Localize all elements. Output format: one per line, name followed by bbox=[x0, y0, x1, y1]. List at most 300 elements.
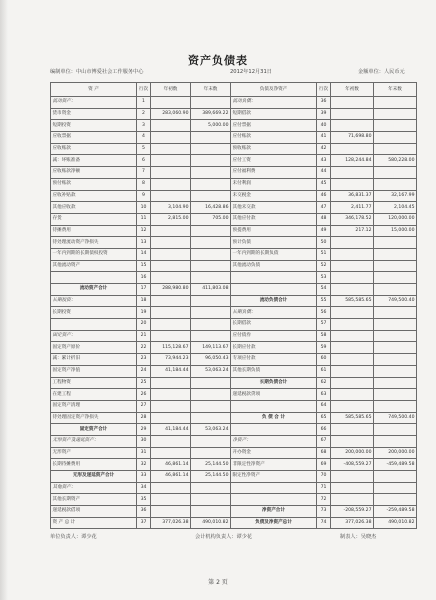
item-cell bbox=[231, 284, 317, 296]
table-row bbox=[51, 354, 417, 366]
amount-cell: 71,698.80 bbox=[331, 132, 374, 144]
item-cell: 固定资产原价 bbox=[51, 342, 137, 354]
amount-cell bbox=[191, 447, 231, 459]
item-cell: 一年内到期的长期负债 bbox=[231, 248, 317, 260]
item-cell: 流动资产合计 bbox=[51, 284, 137, 296]
line-number-cell: 17 bbox=[137, 284, 151, 296]
amount-cell bbox=[151, 319, 191, 331]
amount-cell: 200,000.00 bbox=[331, 447, 374, 459]
line-number-cell: 10 bbox=[137, 202, 151, 214]
amount-cell bbox=[151, 389, 191, 401]
document-title: 资产负债表 bbox=[188, 54, 248, 67]
table-row bbox=[51, 400, 417, 412]
table-row bbox=[51, 412, 417, 424]
line-number-cell: 1 bbox=[137, 97, 151, 109]
amount-cell: 16,428.86 bbox=[191, 202, 231, 214]
item-cell: 递延税款贷项 bbox=[231, 389, 317, 401]
item-cell: 短期借款 bbox=[231, 108, 317, 120]
item-cell bbox=[231, 482, 317, 494]
column-header: 年初数 bbox=[151, 83, 191, 97]
amount-cell bbox=[151, 260, 191, 272]
line-number-cell: 58 bbox=[317, 330, 331, 342]
amount-cell bbox=[191, 389, 231, 401]
table-row bbox=[51, 295, 417, 307]
line-number-cell: 9 bbox=[137, 190, 151, 202]
amount-cell bbox=[191, 412, 231, 424]
line-number-cell: 69 bbox=[317, 459, 331, 471]
table-row bbox=[51, 506, 417, 518]
amount-cell bbox=[374, 307, 417, 319]
column-header: 资 产 bbox=[51, 83, 137, 97]
table-row bbox=[51, 97, 417, 109]
item-cell: 无形资产 bbox=[51, 447, 137, 459]
item-cell: 专项应付款 bbox=[231, 354, 317, 366]
leader-signature bbox=[50, 533, 97, 540]
amount-cell: 53,063.24 bbox=[191, 365, 231, 377]
item-cell: 一年内到期的长期债权投资 bbox=[51, 248, 137, 260]
line-number-cell: 19 bbox=[137, 307, 151, 319]
amount-cell bbox=[331, 307, 374, 319]
item-cell: 短期投资 bbox=[51, 120, 137, 132]
amount-cell: 5,000.00 bbox=[191, 120, 231, 132]
amount-cell bbox=[191, 143, 231, 155]
amount-cell bbox=[191, 319, 231, 331]
amount-cell: 3,104.90 bbox=[151, 202, 191, 214]
amount-cell bbox=[374, 284, 417, 296]
amount-cell bbox=[191, 190, 231, 202]
item-cell: 流动负债： bbox=[231, 97, 317, 109]
line-number-cell: 46 bbox=[317, 190, 331, 202]
item-cell: 应收账款净额 bbox=[51, 167, 137, 179]
item-cell: 非限定性净资产 bbox=[231, 459, 317, 471]
line-number-cell: 48 bbox=[317, 213, 331, 225]
item-cell: 其他应收款 bbox=[51, 202, 137, 214]
table-row bbox=[51, 447, 417, 459]
line-number-cell: 27 bbox=[137, 400, 151, 412]
item-cell: 预提费用 bbox=[231, 225, 317, 237]
amount-cell bbox=[151, 120, 191, 132]
line-number-cell: 35 bbox=[137, 494, 151, 506]
accounting-head-name: 谭少花 bbox=[236, 534, 253, 540]
line-number-cell: 53 bbox=[317, 272, 331, 284]
line-number-cell: 31 bbox=[137, 447, 151, 459]
amount-cell bbox=[151, 225, 191, 237]
amount-cell bbox=[191, 400, 231, 412]
line-number-cell: 3 bbox=[137, 120, 151, 132]
item-cell bbox=[231, 272, 317, 284]
table-row bbox=[51, 319, 417, 331]
table-row bbox=[51, 471, 417, 483]
amount-cell: 377,026.38 bbox=[151, 517, 191, 529]
report-date: 2012年12月31日 bbox=[230, 69, 272, 75]
item-cell: 长期待摊费用 bbox=[51, 459, 137, 471]
item-cell: 其他资产： bbox=[51, 482, 137, 494]
amount-cell: 128,244.84 bbox=[331, 155, 374, 167]
amount-cell bbox=[374, 389, 417, 401]
amount-cell: 25,144.50 bbox=[191, 471, 231, 483]
line-number-cell: 42 bbox=[317, 143, 331, 155]
column-header: 年初数 bbox=[331, 83, 374, 97]
column-header: 负债及净资产 bbox=[231, 83, 317, 97]
amount-cell bbox=[331, 365, 374, 377]
amount-cell: 580,228.00 bbox=[374, 155, 417, 167]
amount-cell: 149,113.67 bbox=[191, 342, 231, 354]
line-number-cell: 28 bbox=[137, 412, 151, 424]
line-number-cell: 25 bbox=[137, 377, 151, 389]
line-number-cell: 73 bbox=[317, 506, 331, 518]
currency-unit: 金额单位：人民币元 bbox=[358, 69, 405, 75]
table-row bbox=[51, 435, 417, 447]
amount-cell: 217.12 bbox=[331, 225, 374, 237]
amount-cell bbox=[331, 342, 374, 354]
amount-cell: 46,861.14 bbox=[151, 471, 191, 483]
amount-cell bbox=[374, 424, 417, 436]
amount-cell: 200,000.00 bbox=[374, 447, 417, 459]
item-cell: 限定性净资产 bbox=[231, 471, 317, 483]
amount-cell bbox=[331, 494, 374, 506]
amount-cell bbox=[331, 108, 374, 120]
item-cell: 应付福利费 bbox=[231, 167, 317, 179]
amount-cell bbox=[191, 494, 231, 506]
amount-cell bbox=[191, 482, 231, 494]
column-header: 年末数 bbox=[191, 83, 231, 97]
amount-cell bbox=[151, 400, 191, 412]
item-cell: 固定资产净值 bbox=[51, 365, 137, 377]
table-row bbox=[51, 284, 417, 296]
amount-cell: 2,815.00 bbox=[151, 213, 191, 225]
amount-cell bbox=[151, 307, 191, 319]
item-cell: 无形及递延资产合计 bbox=[51, 471, 137, 483]
item-cell: 待摊费用 bbox=[51, 225, 137, 237]
line-number-cell: 23 bbox=[137, 354, 151, 366]
line-number-cell: 56 bbox=[317, 307, 331, 319]
line-number-cell: 47 bbox=[317, 202, 331, 214]
amount-cell: 490,010.82 bbox=[374, 517, 417, 529]
accounting-head-signature bbox=[195, 533, 252, 540]
line-number-cell: 41 bbox=[317, 132, 331, 144]
table-row bbox=[51, 132, 417, 144]
table-row bbox=[51, 120, 417, 132]
amount-cell: 96,050.43 bbox=[191, 354, 231, 366]
item-cell: 存货 bbox=[51, 213, 137, 225]
line-number-cell: 18 bbox=[137, 295, 151, 307]
amount-cell: 115,128.67 bbox=[151, 342, 191, 354]
amount-cell bbox=[191, 330, 231, 342]
amount-cell bbox=[331, 178, 374, 190]
page-number: 第 2 页 bbox=[208, 579, 228, 586]
line-number-cell: 54 bbox=[317, 284, 331, 296]
item-cell: 资 产 总 计 bbox=[51, 517, 137, 529]
table-row bbox=[51, 248, 417, 260]
amount-cell bbox=[151, 143, 191, 155]
amount-cell bbox=[374, 237, 417, 249]
amount-cell: 705.00 bbox=[191, 213, 231, 225]
amount-cell bbox=[374, 400, 417, 412]
amount-cell: 411,803.08 bbox=[191, 284, 231, 296]
item-cell: 其他应付款 bbox=[231, 213, 317, 225]
item-cell: 待处理固定资产净损失 bbox=[51, 412, 137, 424]
line-number-cell: 50 bbox=[317, 237, 331, 249]
column-header: 行次 bbox=[137, 83, 151, 97]
item-cell: 应收票据 bbox=[51, 132, 137, 144]
amount-cell bbox=[331, 248, 374, 260]
line-number-cell: 61 bbox=[317, 365, 331, 377]
amount-cell bbox=[331, 482, 374, 494]
line-number-cell: 52 bbox=[317, 260, 331, 272]
amount-cell bbox=[151, 482, 191, 494]
item-cell: 减：累计折旧 bbox=[51, 354, 137, 366]
amount-cell: 120,000.00 bbox=[374, 213, 417, 225]
amount-cell: 288,980.80 bbox=[151, 284, 191, 296]
amount-cell: 490,010.82 bbox=[191, 517, 231, 529]
item-cell: 货币资金 bbox=[51, 108, 137, 120]
amount-cell bbox=[331, 319, 374, 331]
item-cell: 未付利润 bbox=[231, 178, 317, 190]
amount-cell: 2,104.45 bbox=[374, 202, 417, 214]
amount-cell bbox=[151, 167, 191, 179]
item-cell: 固定资产清理 bbox=[51, 400, 137, 412]
amount-cell: -408,559.27 bbox=[331, 459, 374, 471]
item-cell: 长期负债： bbox=[231, 307, 317, 319]
amount-cell bbox=[374, 342, 417, 354]
item-cell: 应收补贴款 bbox=[51, 190, 137, 202]
page-edge-shadow bbox=[0, 0, 8, 600]
amount-cell: 25,144.50 bbox=[191, 459, 231, 471]
item-cell: 长期投资 bbox=[51, 307, 137, 319]
amount-cell bbox=[191, 132, 231, 144]
item-cell: 长期应付款 bbox=[231, 342, 317, 354]
item-cell: 长期投资： bbox=[51, 295, 137, 307]
amount-cell bbox=[331, 167, 374, 179]
line-number-cell: 4 bbox=[137, 132, 151, 144]
line-number-cell: 34 bbox=[137, 482, 151, 494]
line-number-cell: 6 bbox=[137, 155, 151, 167]
amount-cell bbox=[374, 248, 417, 260]
item-cell: 预计负债 bbox=[231, 237, 317, 249]
line-number-cell: 11 bbox=[137, 213, 151, 225]
organization-unit: 编制单位：中山市博爱社会工作服务中心 bbox=[50, 69, 144, 75]
table-row bbox=[51, 494, 417, 506]
amount-cell bbox=[331, 284, 374, 296]
amount-cell bbox=[191, 248, 231, 260]
amount-cell bbox=[331, 330, 374, 342]
preparer-signature bbox=[340, 533, 376, 540]
amount-cell bbox=[151, 190, 191, 202]
item-cell: 其他未交款 bbox=[231, 202, 317, 214]
amount-cell: 585,585.65 bbox=[331, 412, 374, 424]
amount-cell bbox=[151, 506, 191, 518]
amount-cell bbox=[374, 354, 417, 366]
amount-cell bbox=[374, 132, 417, 144]
item-cell: 净资产合计 bbox=[231, 506, 317, 518]
amount-cell bbox=[151, 248, 191, 260]
item-cell: 其他长期资产 bbox=[51, 494, 137, 506]
amount-cell bbox=[191, 237, 231, 249]
line-number-cell: 57 bbox=[317, 319, 331, 331]
table-row bbox=[51, 260, 417, 272]
amount-cell bbox=[374, 167, 417, 179]
table-row bbox=[51, 459, 417, 471]
line-number-cell: 24 bbox=[137, 365, 151, 377]
line-number-cell: 16 bbox=[137, 272, 151, 284]
line-number-cell: 33 bbox=[137, 471, 151, 483]
table-header-row bbox=[51, 83, 417, 97]
table-row bbox=[51, 272, 417, 284]
item-cell: 固定资产： bbox=[51, 330, 137, 342]
amount-cell bbox=[374, 143, 417, 155]
amount-cell bbox=[191, 155, 231, 167]
item-cell: 流动资产： bbox=[51, 97, 137, 109]
amount-cell bbox=[151, 377, 191, 389]
amount-cell bbox=[374, 108, 417, 120]
amount-cell: -259,489.58 bbox=[374, 506, 417, 518]
amount-cell bbox=[151, 178, 191, 190]
line-number-cell: 2 bbox=[137, 108, 151, 120]
amount-cell: 346,178.52 bbox=[331, 213, 374, 225]
line-number-cell: 5 bbox=[137, 143, 151, 155]
line-number-cell: 36 bbox=[137, 506, 151, 518]
amount-cell bbox=[191, 178, 231, 190]
line-number-cell: 14 bbox=[137, 248, 151, 260]
amount-cell bbox=[191, 260, 231, 272]
line-number-cell: 68 bbox=[317, 447, 331, 459]
item-cell: 负债及净资产总计 bbox=[231, 517, 317, 529]
item-cell: 预收账款 bbox=[231, 143, 317, 155]
amount-cell: 585,585.65 bbox=[331, 295, 374, 307]
table-row bbox=[51, 143, 417, 155]
item-cell: 开办资金 bbox=[231, 447, 317, 459]
amount-cell bbox=[374, 377, 417, 389]
amount-cell bbox=[331, 471, 374, 483]
amount-cell bbox=[151, 412, 191, 424]
line-number-cell: 64 bbox=[317, 400, 331, 412]
line-number-cell: 20 bbox=[137, 319, 151, 331]
table-row bbox=[51, 389, 417, 401]
leader-label: 单位负责人： bbox=[50, 534, 82, 540]
amount-cell bbox=[151, 155, 191, 167]
line-number-cell: 40 bbox=[317, 120, 331, 132]
item-cell: 其他流动负债 bbox=[231, 260, 317, 272]
amount-cell bbox=[374, 260, 417, 272]
item-cell: 递延税款借项 bbox=[51, 506, 137, 518]
amount-cell bbox=[331, 424, 374, 436]
item-cell: 在建工程 bbox=[51, 389, 137, 401]
line-number-cell: 44 bbox=[317, 167, 331, 179]
item-cell: 负 债 合 计 bbox=[231, 412, 317, 424]
table-row bbox=[51, 225, 417, 237]
line-number-cell: 21 bbox=[137, 330, 151, 342]
amount-cell bbox=[331, 354, 374, 366]
line-number-cell: 39 bbox=[317, 108, 331, 120]
line-number-cell: 70 bbox=[317, 471, 331, 483]
line-number-cell: 60 bbox=[317, 354, 331, 366]
amount-cell bbox=[374, 272, 417, 284]
amount-cell bbox=[191, 435, 231, 447]
line-number-cell: 51 bbox=[317, 248, 331, 260]
amount-cell bbox=[191, 97, 231, 109]
line-number-cell: 74 bbox=[317, 517, 331, 529]
amount-cell: 377,026.38 bbox=[331, 517, 374, 529]
line-number-cell: 72 bbox=[317, 494, 331, 506]
line-number-cell: 7 bbox=[137, 167, 151, 179]
line-number-cell: 63 bbox=[317, 389, 331, 401]
table-row bbox=[51, 190, 417, 202]
amount-cell bbox=[331, 435, 374, 447]
item-cell: 应付工资 bbox=[231, 155, 317, 167]
amount-cell bbox=[151, 494, 191, 506]
line-number-cell: 29 bbox=[137, 424, 151, 436]
item-cell bbox=[231, 400, 317, 412]
amount-cell bbox=[151, 237, 191, 249]
table-row bbox=[51, 167, 417, 179]
amount-cell bbox=[374, 97, 417, 109]
table-row bbox=[51, 155, 417, 167]
amount-cell: 283,060.90 bbox=[151, 108, 191, 120]
amount-cell bbox=[374, 482, 417, 494]
line-number-cell: 45 bbox=[317, 178, 331, 190]
line-number-cell: 30 bbox=[137, 435, 151, 447]
amount-cell bbox=[191, 167, 231, 179]
item-cell bbox=[51, 319, 137, 331]
item-cell bbox=[231, 424, 317, 436]
amount-cell bbox=[191, 377, 231, 389]
amount-cell bbox=[374, 365, 417, 377]
table-row bbox=[51, 377, 417, 389]
amount-cell bbox=[374, 178, 417, 190]
amount-cell: 53,063.24 bbox=[191, 424, 231, 436]
table-body bbox=[51, 97, 417, 529]
item-cell: 固定资产合计 bbox=[51, 424, 137, 436]
item-cell: 长期借款 bbox=[231, 319, 317, 331]
amount-cell: 15,000.00 bbox=[374, 225, 417, 237]
item-cell bbox=[231, 494, 317, 506]
item-cell: 待处理流动资产净损失 bbox=[51, 237, 137, 249]
amount-cell bbox=[331, 143, 374, 155]
amount-cell: 46,861.14 bbox=[151, 459, 191, 471]
amount-cell bbox=[151, 330, 191, 342]
accounting-head-label: 会计机构负责人： bbox=[195, 534, 237, 540]
item-cell bbox=[51, 272, 137, 284]
amount-cell bbox=[374, 471, 417, 483]
amount-cell bbox=[374, 435, 417, 447]
line-number-cell: 59 bbox=[317, 342, 331, 354]
table-row bbox=[51, 213, 417, 225]
column-header: 行次 bbox=[317, 83, 331, 97]
line-number-cell: 43 bbox=[317, 155, 331, 167]
table-row bbox=[51, 307, 417, 319]
table-row bbox=[51, 202, 417, 214]
line-number-cell: 12 bbox=[137, 225, 151, 237]
table-row bbox=[51, 517, 417, 529]
line-number-cell: 22 bbox=[137, 342, 151, 354]
amount-cell bbox=[331, 377, 374, 389]
line-number-cell: 36 bbox=[317, 97, 331, 109]
amount-cell: 73,944.23 bbox=[151, 354, 191, 366]
line-number-cell: 8 bbox=[137, 178, 151, 190]
table-row bbox=[51, 482, 417, 494]
item-cell: 其他流动资产 bbox=[51, 260, 137, 272]
amount-cell: -208,559.27 bbox=[331, 506, 374, 518]
amount-cell: 749,500.40 bbox=[374, 412, 417, 424]
amount-cell: 32,167.99 bbox=[374, 190, 417, 202]
amount-cell bbox=[331, 260, 374, 272]
item-cell: 工程物资 bbox=[51, 377, 137, 389]
leader-name: 谭少花 bbox=[81, 534, 97, 540]
column-header: 年末数 bbox=[374, 83, 417, 97]
balance-sheet-table bbox=[50, 82, 417, 529]
item-cell: 流动负债合计 bbox=[231, 295, 317, 307]
amount-cell bbox=[151, 272, 191, 284]
